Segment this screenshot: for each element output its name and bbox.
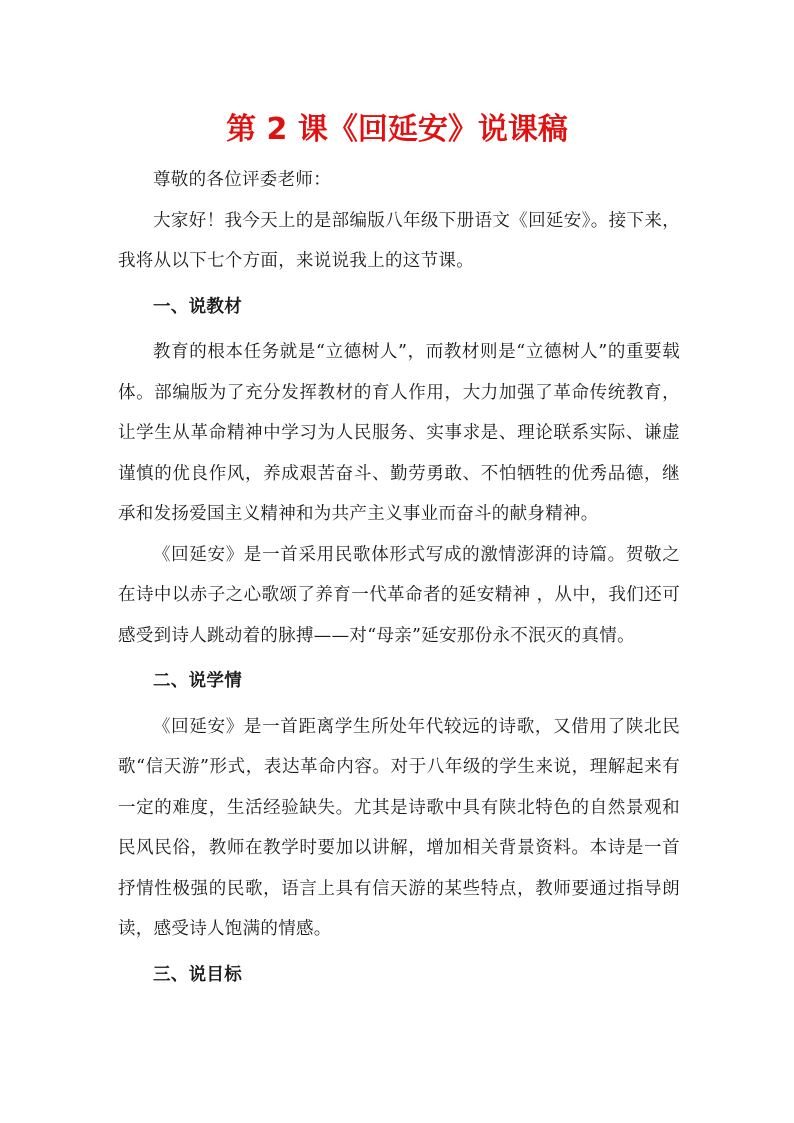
intro-paragraph: 大家好！我今天上的是部编版八年级下册语文《回延安》。接下来，我将从以下七个方面，来说说我上的这节课。	[118, 210, 680, 271]
page-title: 第 2 课《回延安》说课稿	[226, 112, 568, 147]
textbook-paragraph: 教育的根本任务就是“立德树人”，而教材则是“立德树人”的重要载体。部编版为了充分发挥教材的育人作用，大力加强了革命传统教育，让学生从革命精神中学习为人民服务、实事求是、理论联系实际、谦虚谨慎的优良作风，养成艰苦奋斗、勤劳勇敢、不怕牺牲的优秀品德，继承和发扬爱国主义精神和为共产主义事业而奋斗的献身精神。	[118, 342, 680, 524]
students-paragraph: 《回延安》是一首距离学生所处年代较远的诗歌，又借用了陕北民歌“信天游”形式，表达革命内容。对于八年级的学生来说，理解起来有一定的难度，生活经验缺失。尤其是诗歌中具有陕北特色的自然景观和民风民俗，教师在教学时要加以讲解，增加相关背景资料。本诗是一首抒情性极强的民歌，语言上具有信天游的某些特点，教师要通过指导朗读，感受诗人饱满的情感。	[118, 716, 680, 939]
section-heading-textbook: 一、说教材	[153, 296, 242, 317]
section-heading-objectives: 三、说目标	[153, 964, 242, 985]
document-body	[118, 160, 680, 1000]
section-heading-students: 二、说学情	[153, 671, 242, 691]
greeting-paragraph: 尊敬的各位评委老师：	[153, 170, 331, 190]
textbook-paragraph: 《回延安》是一首采用民歌体形式写成的激情澎湃的诗篇。贺敬之在诗中以赤子之心歌颂了养育一代革命者的延安精神 ，从中，我们还可感受到诗人跳动着的脉搏——对“母亲”延安那份永不泯灭的真情。	[118, 544, 680, 646]
